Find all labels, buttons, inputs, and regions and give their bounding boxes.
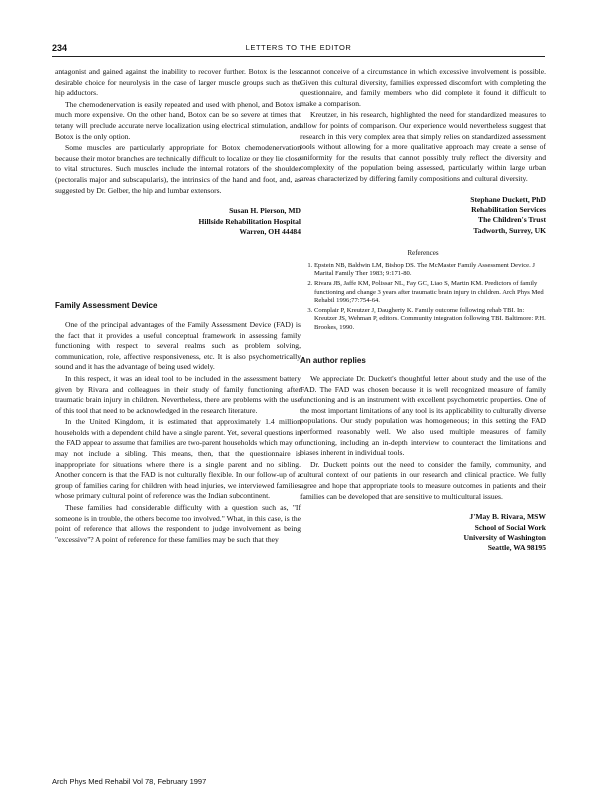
author-affiliation: The Children's Trust xyxy=(478,215,546,225)
spacer xyxy=(55,237,301,301)
reply-signature xyxy=(300,512,546,554)
paragraph: We appreciate Dr. Duckett's thoughtful letter about study and the use of the FAD. The FAD was chosen because it is well recognized measure of family functioning and is an instrument with excellent psychometric properties. One of the most important limitations of any tool is its applicability to culturally diverse populations. Our study population was homogeneous; in this setting the FAD performed reasonably well. We also used multiple measures of family functioning, including an in-depth interview to counteract the limitations and biases inherent in individual tools. xyxy=(300,374,546,458)
letter-signature xyxy=(300,195,546,237)
author-location: Tadworth, Surrey, UK xyxy=(473,225,546,235)
header-rule xyxy=(52,56,545,57)
author-name: Susan H. Pierson, MD xyxy=(229,206,301,216)
left-column xyxy=(55,67,301,546)
author-department: Rehabilitation Services xyxy=(471,204,546,214)
author-name: Stephane Duckett, PhD xyxy=(470,194,546,204)
paragraph: One of the principal advantages of the Family Assessment Device (FAD) is the fact that it provides a useful conceptual framework in assessing family functioning with respect to several realms such as problem solving, communication, role, affective responsiveness, etc. It is also psychometrically sound and it has the advantage of being used widely. xyxy=(55,319,301,372)
paragraph: Some muscles are particularly appropriate for Botox chemodenervation because their motor branches are technically difficult to localize or they lie close to vital structures. Such muscles include the internal rotators of the shoulder (pectoralis major and subscapularis), the intrinsics of the hand and foot, and, as suggested by Dr. Gelber, the hip and lumbar extensors. xyxy=(55,143,301,195)
paragraph: antagonist and gained against the inability to recover further. Botox is the less desirable choice for neurolysis in the case of larger muscle groups such as the hip adductors. xyxy=(55,67,301,98)
spacer xyxy=(300,334,546,356)
reply-title: An author replies xyxy=(300,355,366,365)
letter-signature xyxy=(55,206,301,237)
author-location: Seattle, WA 98195 xyxy=(487,543,546,553)
paragraph: In this respect, it was an ideal tool to be included in the assessment battery given by Rivara and colleagues in their study of family functioning after traumatic brain injury in children. Nevertheless, there are problems with the use of this tool that need to be acknowledged in the research literature. xyxy=(55,373,301,415)
author-location: Warren, OH 44484 xyxy=(239,226,301,236)
reference-item: 2. Rivara JB, Jaffe KM, Polissar NL, Fay GC, Liao S, Martin KM. Predictors of family functioning and change 3 years after traumatic brain injury in children. Arch Phys Med Rehabil 1996;77:754-64. xyxy=(314,280,546,306)
paragraph: cannot conceive of a circumstance in which excessive involvement is possible. Given this cultural diversity, families expressed discomfort with completing the questionnaire, and family members who did complete it found it difficult to make a comparison. xyxy=(300,67,546,108)
paragraph: These families had considerable difficulty with a question such as, "If someone is in trouble, the others become too involved." What, in this case, is the point of reference that allows the respondent to judge involvement as being "excessive"? A point of reference for these families may be such that they xyxy=(55,503,301,544)
author-affiliation: University of Washington xyxy=(463,533,546,543)
reference-list xyxy=(300,262,546,333)
reference-item: 1. Epstein NB, Baldwin LM, Bishop DS. The McMaster Family Assessment Device. J Marital Family Ther 1983; 9:171-80. xyxy=(314,262,546,279)
journal-citation-footer: Arch Phys Med Rehabil Vol 78, February 1997 xyxy=(52,777,207,786)
author-department: School of Social Work xyxy=(474,522,546,532)
paragraph: Dr. Duckett points out the need to consider the family, community, and cultural context of our patients in our research and clinical practice. We fully agree and hope that appropriate tools to measure outcomes in patients and their families can be developed that are sensitive to multicultural issues. xyxy=(300,459,546,501)
author-name: J'May B. Rivara, MSW xyxy=(469,512,546,522)
right-column xyxy=(300,67,546,554)
paragraph: Kreutzer, in his research, highlighted the need for standardized measures to allow for points of comparison. Our experience would nevertheless suggest that research in this very complex area that simply relies on standardized assessment tools without allowing for a more qualitative approach may create a sense of uniformity for the results that cannot possibly truly reflect the diversity and complexity of the population being assessed, particularly within large urban areas characterized by differing family compositions and cultural diversity. xyxy=(300,110,546,183)
page-number: 234 xyxy=(52,43,68,53)
author-affiliation: Hillside Rehabilitation Hospital xyxy=(198,216,301,226)
paragraph: In the United Kingdom, it is estimated that approximately 1.4 million households with a dependent child have a single parent. Yet, several questions in the FAD appear to assume that families are two-parent households which may or may not include a sibling. This means, then, that the questionnaire is inappropriate for situations where there is a single parent and no sibling. Another concern is that the FAD is not culturally flexible. In our follow-up of a group of families caring for children with head injuries, we interviewed families whose primary cultural point of reference was the Indian subcontinent. xyxy=(55,417,301,501)
running-head: LETTERS TO THE EDITOR xyxy=(245,43,352,52)
reference-item: 3. Complair P, Kreutzer J, Daugherty K. Family outcome following rehab TBI. In: Kreutzer JS, Wehman P, editors. Community integration following TBI. Baltimore: P.H. Brookes, 1990. xyxy=(314,307,546,333)
references-title: References xyxy=(407,249,439,258)
section-title: Family Assessment Device xyxy=(55,301,158,311)
paragraph: The chemodenervation is easily repeated and used with phenol, and Botox is much more expensive. On the other hand, Botox can be so severe at times that tetany will preclude accurate nerve localization using electrical stimulation, and Botox is the only option. xyxy=(55,99,301,141)
